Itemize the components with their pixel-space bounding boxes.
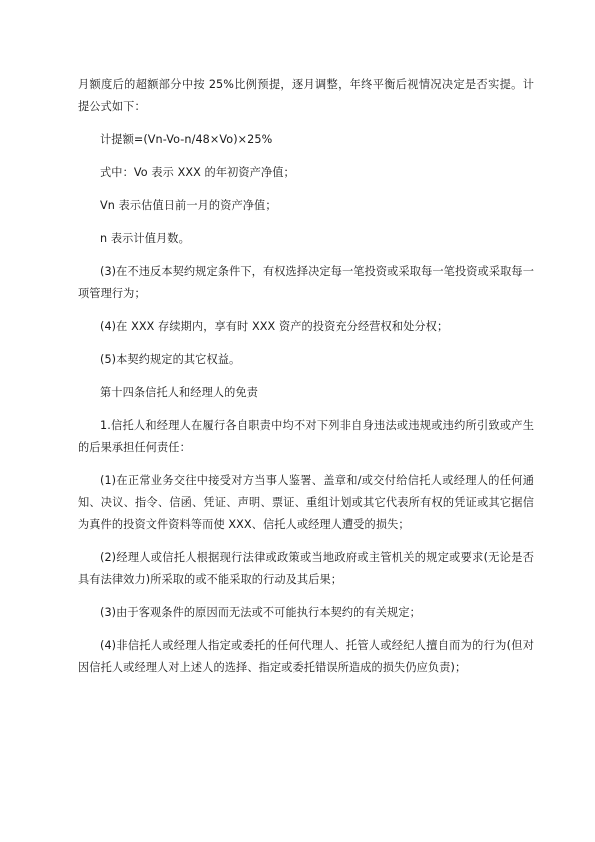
paragraph-clause-1: 1.信托人和经理人在履行各自职责中均不对下列非自身违法或违规或违约所引致或产生的后果承担任何责任： [78, 419, 534, 454]
paragraph-item-3: (3)在不违反本契约规定条件下，有权选择决定每一笔投资或采取每一笔投资或采取每一项管理行为； [78, 265, 534, 300]
paragraph-item-5: (5)本契约规定的其它权益。 [100, 353, 241, 366]
paragraph-subitem-2: (2)经理人或信托人根据现行法律或政策或当地政府或主管机关的规定或要求(无论是否具有法律效力)所采取的或不能采取的行动及其后果； [78, 551, 534, 586]
paragraph-continuation: 月额度后的超额部分中按 25%比例预提，逐月调整，年终平衡后视情况决定是否实提。计提公式如下： [78, 78, 534, 113]
paragraph-vo-definition: 式中：Vo 表示 XXX 的年初资产净值； [100, 166, 295, 179]
paragraph-subitem-4: (4)非信托人或经理人指定或委托的任何代理人、托管人或经纪人擅自而为的行为(但对因信托人或经理人对上述人的选择、指定或委托错误所造成的损失仍应负责)； [78, 639, 534, 674]
document-body [78, 74, 534, 690]
section-heading-article-14: 第十四条信托人和经理人的免责 [100, 386, 259, 399]
paragraph-vn-definition: Vn 表示估值日前一月的资产净值； [100, 199, 277, 212]
paragraph-formula: 计提额=(Vn-Vo-n/48×Vo)×25% [100, 133, 273, 146]
paragraph-n-definition: n 表示计值月数。 [100, 232, 190, 245]
paragraph-subitem-3: (3)由于客观条件的原因而无法或不可能执行本契约的有关规定； [100, 606, 421, 619]
paragraph-subitem-1: (1)在正常业务交往中接受对方当事人鉴署、盖章和/或交付给信托人或经理人的任何通知、决议、指令、信函、凭证、声明、票证、重组计划或其它代表所有权的凭证或其它据信为真件的投资文件资料等而使 XXX、信托人或经理人遭受的损失； [78, 474, 534, 531]
paragraph-item-4: (4)在 XXX 存续期内，享有时 XXX 资产的投资充分经营权和处分权； [100, 320, 449, 333]
